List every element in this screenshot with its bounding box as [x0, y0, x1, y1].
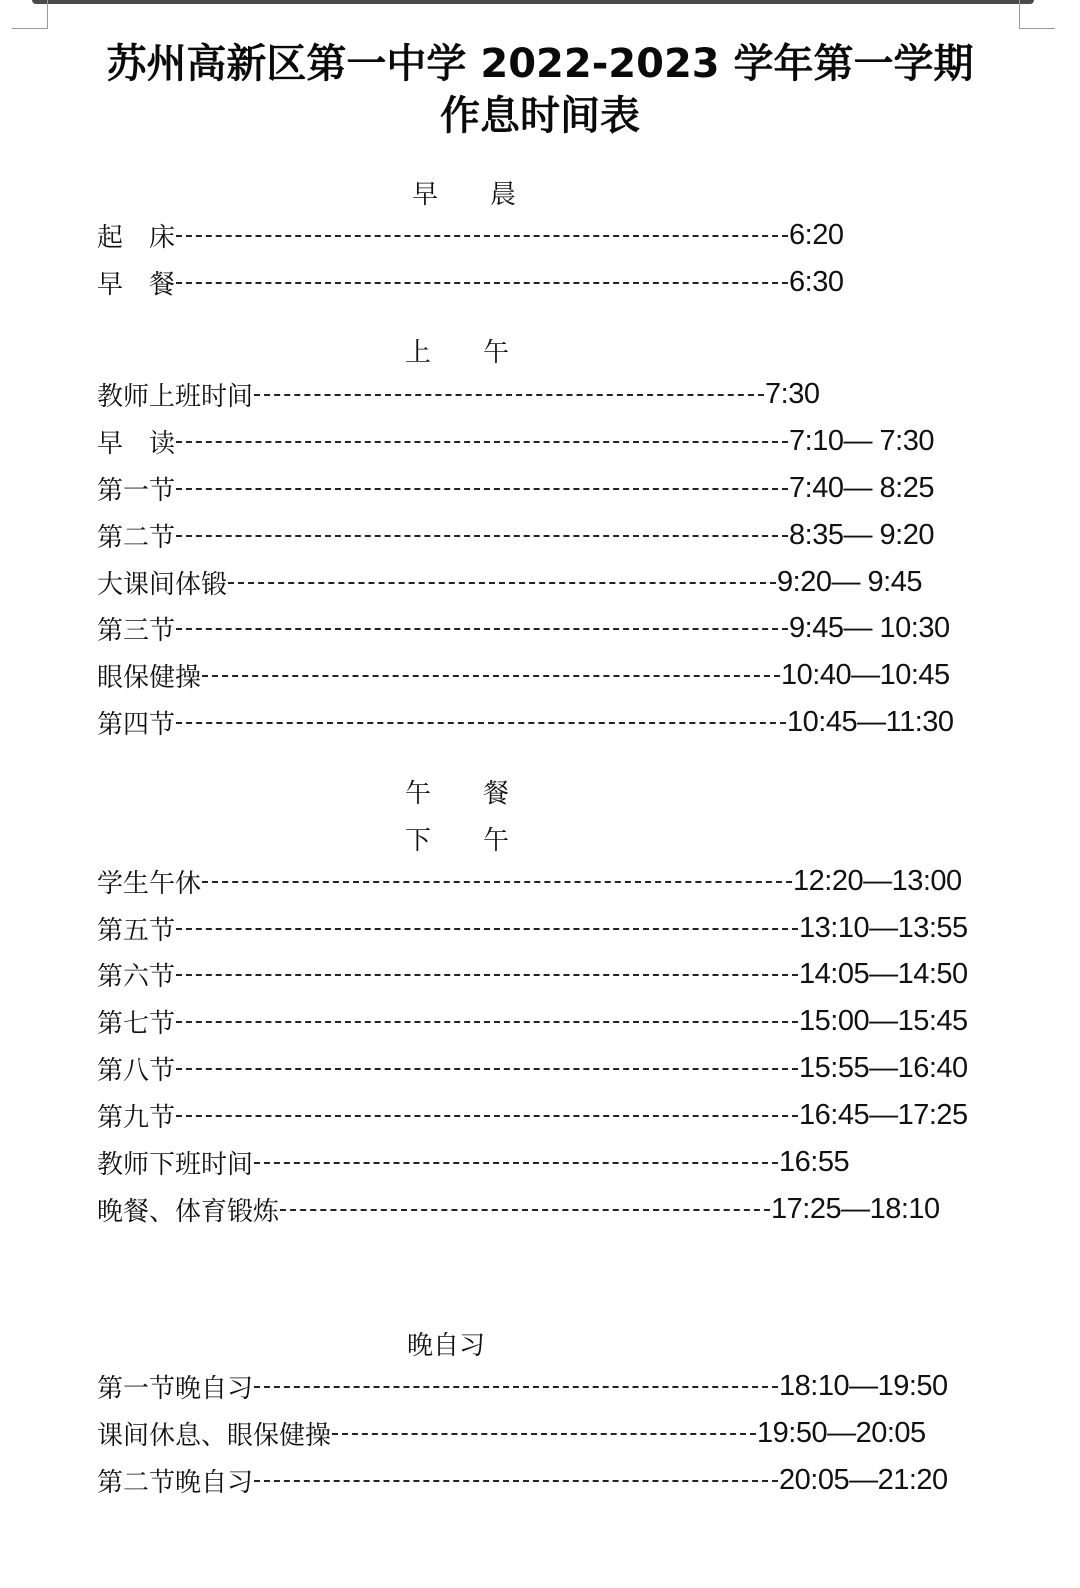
- row-label: 晚餐、体育锻炼: [97, 1196, 280, 1227]
- row-time: 6:30: [789, 265, 844, 298]
- schedule-row: [97, 471, 934, 505]
- row-time: 15:00—15:45: [799, 1004, 968, 1037]
- dotted-leader: [176, 722, 786, 724]
- schedule-row: [97, 518, 934, 552]
- dotted-leader: [176, 235, 788, 237]
- row-label: 起 床: [97, 222, 176, 253]
- dotted-leader: [254, 1386, 778, 1388]
- row-label: 第八节: [97, 1055, 176, 1086]
- schedule-row: [97, 1098, 968, 1132]
- row-time: 13:10—13:55: [799, 911, 968, 944]
- schedule-row: [97, 864, 962, 898]
- dotted-leader: [176, 628, 788, 630]
- row-label: 第四节: [97, 709, 176, 740]
- row-time: 19:50—20:05: [757, 1416, 926, 1449]
- row-label: 眼保健操: [97, 662, 202, 693]
- dotted-leader: [176, 928, 798, 930]
- row-time: 9:45— 10:30: [789, 611, 950, 644]
- row-label: 第三节: [97, 615, 176, 646]
- section-heading-evening: 晚自习: [407, 1331, 486, 1361]
- schedule-row: [97, 957, 968, 991]
- row-time: 12:20—13:00: [793, 864, 962, 897]
- dotted-leader: [176, 1021, 798, 1023]
- dotted-leader: [202, 675, 780, 677]
- row-time: 7:10— 7:30: [789, 424, 934, 457]
- page-corner-mark-right: [1019, 0, 1055, 29]
- dotted-leader: [280, 1209, 770, 1211]
- row-time: 7:30: [765, 377, 820, 410]
- dotted-leader: [254, 394, 764, 396]
- schedule-row: [97, 611, 950, 645]
- schedule-row: [97, 1369, 948, 1403]
- row-label: 课间休息、眼保健操: [97, 1420, 332, 1451]
- schedule-row: [97, 218, 843, 252]
- row-label: 第六节: [97, 961, 176, 992]
- schedule-row: [97, 1004, 968, 1038]
- schedule-row: [97, 911, 968, 945]
- row-label: 第七节: [97, 1008, 176, 1039]
- row-label: 第五节: [97, 915, 176, 946]
- row-time: 8:35— 9:20: [789, 518, 934, 551]
- document-title: 苏州高新区第一中学 2022-2023 学年第一学期: [106, 41, 974, 87]
- schedule-row: [97, 658, 950, 692]
- dotted-leader: [254, 1480, 778, 1482]
- schedule-row: [97, 565, 922, 599]
- row-label: 早 餐: [97, 269, 176, 300]
- dotted-leader: [228, 582, 776, 584]
- section-heading-forenoon: 上 午: [405, 338, 510, 368]
- row-time: 17:25—18:10: [771, 1192, 940, 1225]
- row-label: 学生午休: [97, 868, 202, 899]
- schedule-row: [97, 265, 843, 299]
- row-time: 16:55: [779, 1145, 850, 1178]
- row-time: 15:55—16:40: [799, 1051, 968, 1084]
- row-label: 大课间体锻: [97, 569, 228, 600]
- section-heading-afternoon: 下 午: [405, 826, 510, 856]
- dotted-leader: [332, 1433, 756, 1435]
- row-time: 9:20— 9:45: [777, 565, 922, 598]
- row-label: 第一节: [97, 475, 176, 506]
- row-label: 第二节晚自习: [97, 1467, 254, 1498]
- schedule-row: [97, 377, 819, 411]
- row-label: 教师下班时间: [97, 1149, 254, 1180]
- row-time: 7:40— 8:25: [789, 471, 934, 504]
- document-subtitle: 作息时间表: [440, 93, 640, 139]
- dotted-leader: [202, 881, 792, 883]
- section-heading-lunch: 午 餐: [405, 779, 510, 809]
- row-label: 第一节晚自习: [97, 1373, 254, 1404]
- dotted-leader: [176, 441, 788, 443]
- schedule-row: [97, 1463, 948, 1497]
- schedule-row: [97, 1416, 926, 1450]
- row-label: 第九节: [97, 1102, 176, 1133]
- schedule-row: [97, 1145, 849, 1179]
- row-label: 早 读: [97, 428, 176, 459]
- dotted-leader: [176, 282, 788, 284]
- page-corner-mark-left: [12, 0, 48, 29]
- dotted-leader: [176, 535, 788, 537]
- row-time: 6:20: [789, 218, 844, 251]
- dotted-leader: [254, 1162, 778, 1164]
- dotted-leader: [176, 974, 798, 976]
- section-heading-morning: 早 晨: [412, 180, 517, 210]
- row-label: 第二节: [97, 522, 176, 553]
- row-time: 18:10—19:50: [779, 1369, 948, 1402]
- schedule-row: [97, 705, 954, 739]
- window-top-edge: [32, 0, 1034, 4]
- schedule-row: [97, 1192, 940, 1226]
- row-label: 教师上班时间: [97, 381, 254, 412]
- schedule-row: [97, 424, 934, 458]
- schedule-row: [97, 1051, 968, 1085]
- row-time: 14:05—14:50: [799, 957, 968, 990]
- row-time: 10:40—10:45: [781, 658, 950, 691]
- row-time: 20:05—21:20: [779, 1463, 948, 1496]
- dotted-leader: [176, 1068, 798, 1070]
- dotted-leader: [176, 1115, 798, 1117]
- dotted-leader: [176, 488, 788, 490]
- row-time: 16:45—17:25: [799, 1098, 968, 1131]
- row-time: 10:45—11:30: [787, 705, 954, 738]
